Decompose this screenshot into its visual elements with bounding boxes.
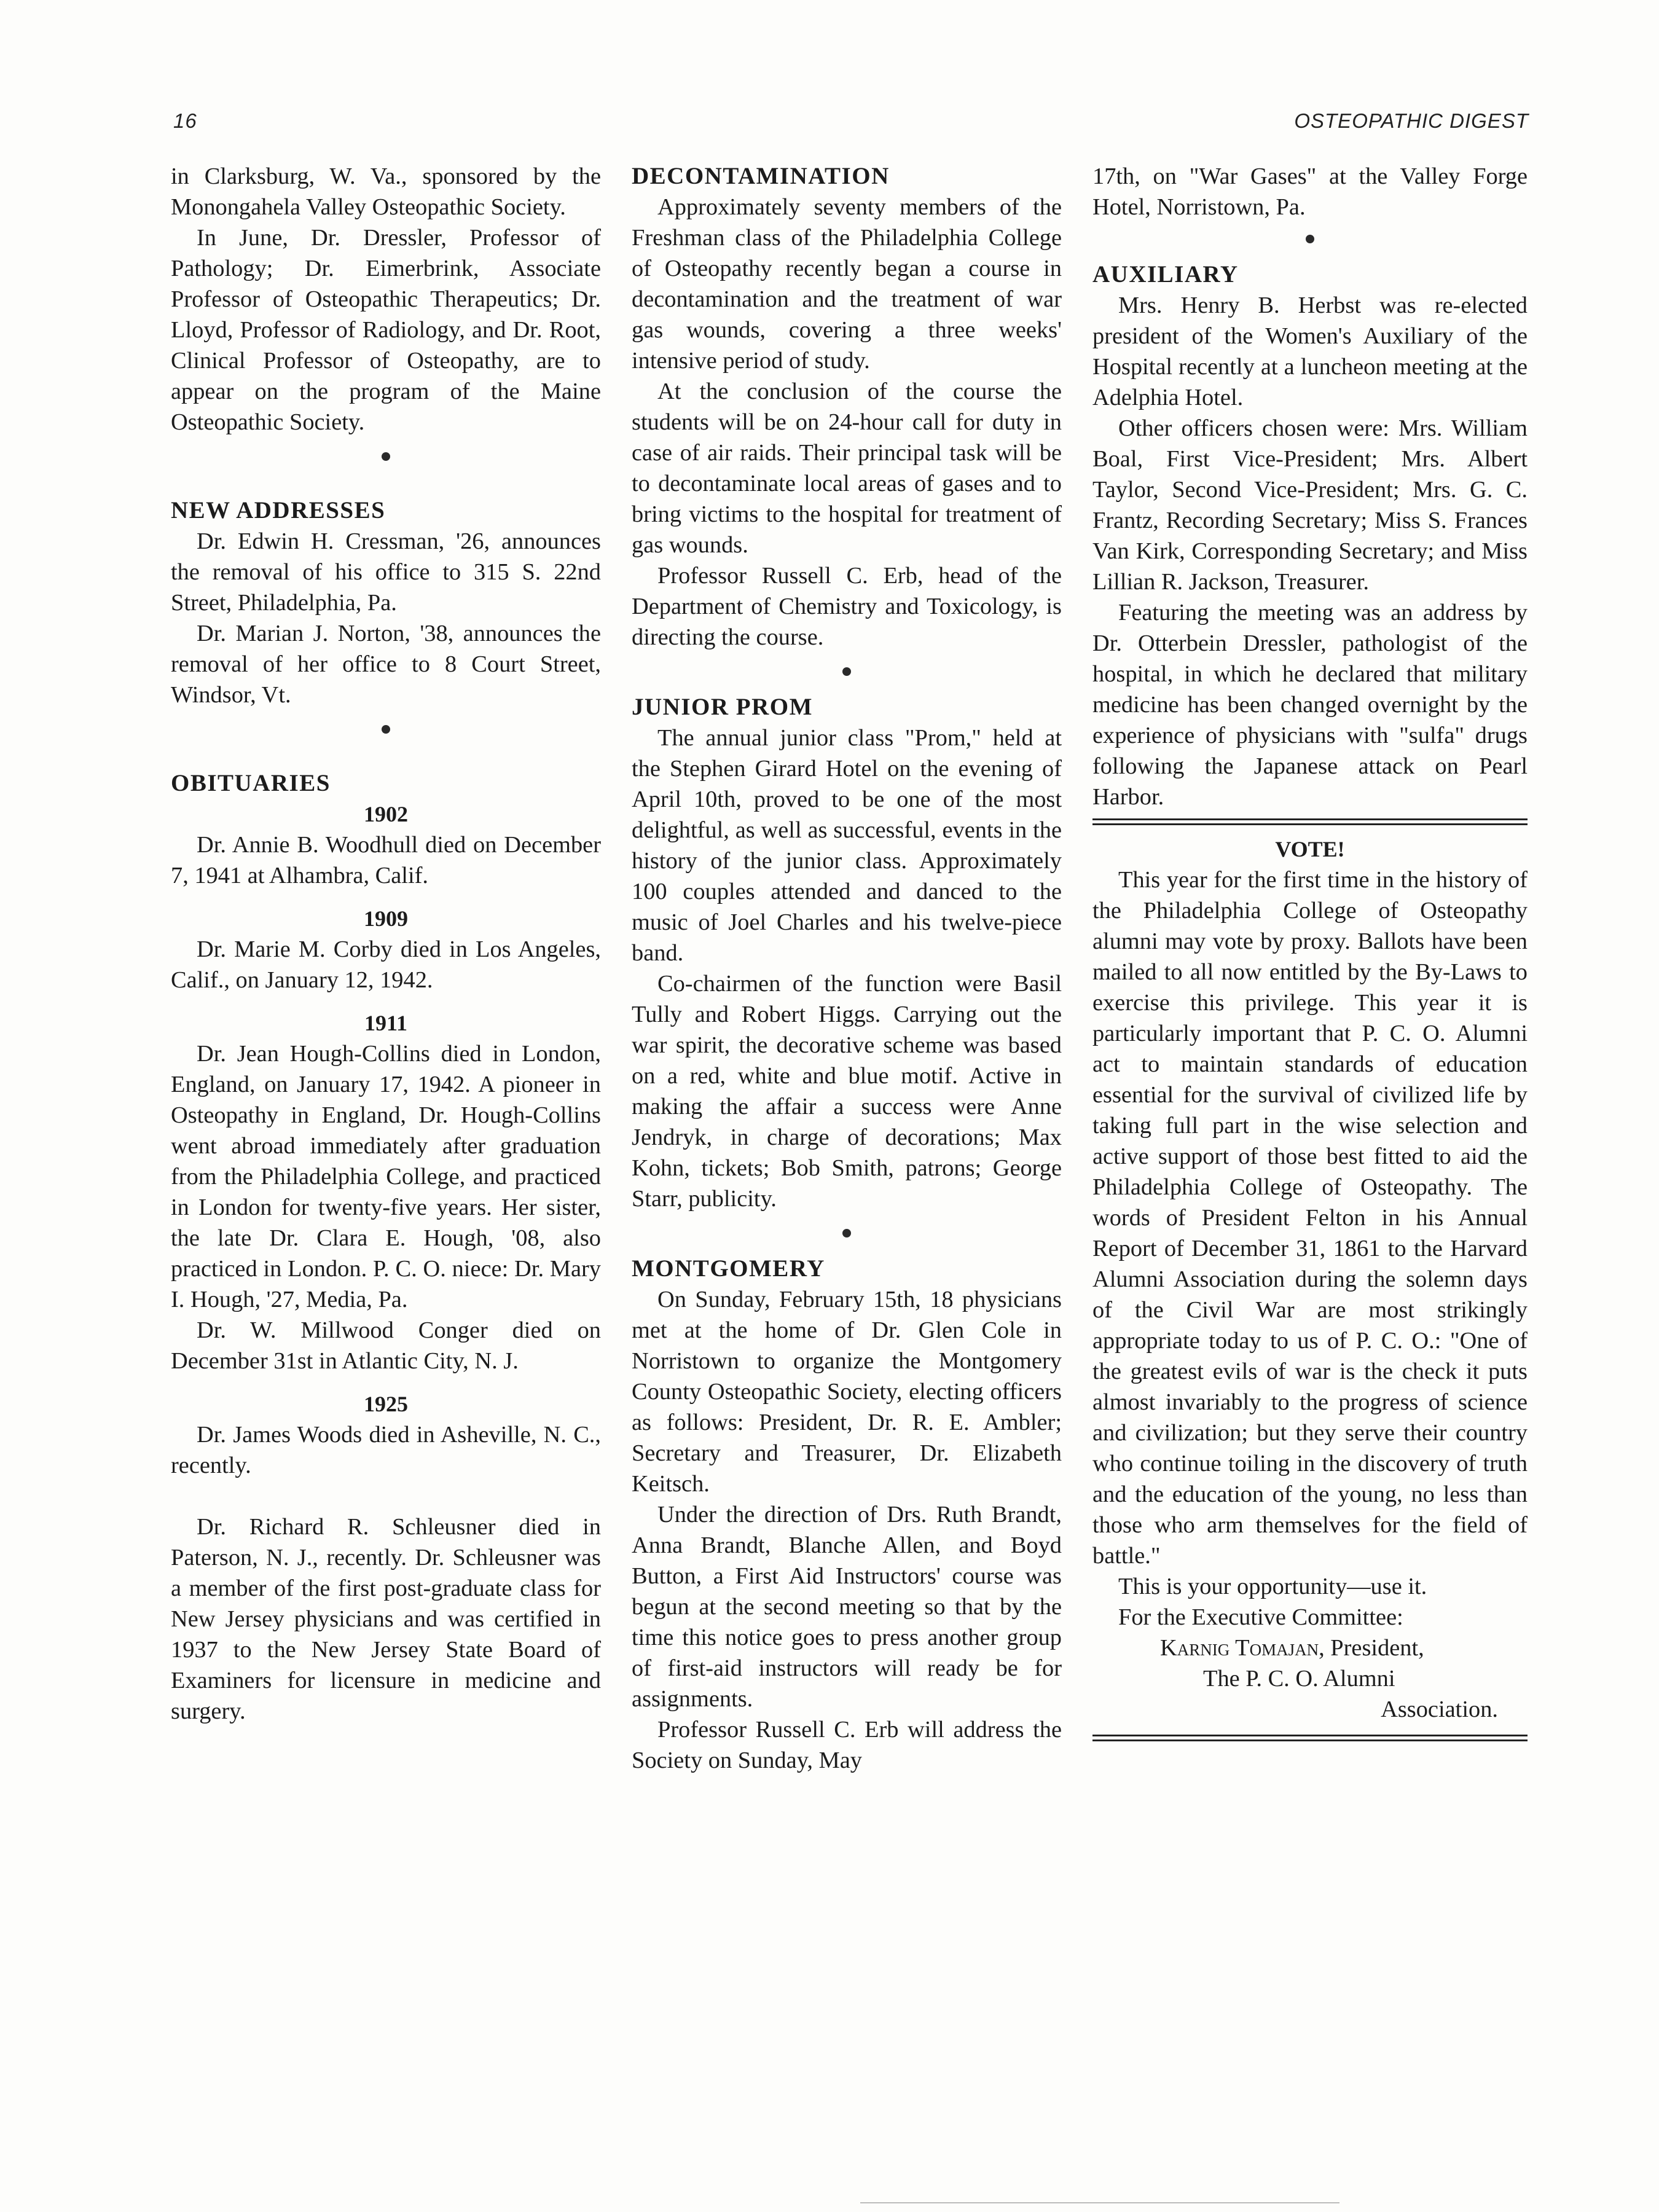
paragraph: Dr. James Woods died in Asheville, N. C., recently. [171,1422,601,1478]
paragraph: On Sunday, February 15th, 18 physicians met at the home of Dr. Glen Cole in Norristown to organize the Montgomery County Osteopathic Society, electing officers as follows: President, Dr. R. E. Ambler; Secretary and Treasurer, Dr. Elizabeth Keitsch. [632,1287,1062,1497]
paragraph: Approximately seventy members of the Freshman class of the Philadelphia College of Osteopathy recently began a course in decontamination and the treatment of war gas wounds, covering a three weeks' intensive period of study. [632,194,1062,374]
year-heading: 1925 [364,1392,408,1416]
section-bullet-icon [382,725,390,734]
paragraph: This is your opportunity—use it. [1118,1574,1427,1599]
paragraph: This year for the first time in the history of the Philadelphia College of Osteopathy alumni may vote by proxy. Ballots have been mailed to all now entitled by the By-Laws to exercise this privilege. This year it is particularly important that P. C. O. Alumni act to maintain standards of education essential for the survival of civilized life by taking full part in the wise selection and active support of those best fitted to aid the Philadelphia College of Osteopathy. The words of President Felton in his Annual Report of December 31, 1861 to the Harvard Alumni Association during the solemn days of the Civil War are most strikingly appropriate today to us of P. C. O.: "One of the greatest evils of war is the check it puts almost invariably to the progress of science and civilization; but they serve their country who continue toiling in the discovery of truth and the education of the young, no less than those who arm themselves for the field of battle." [1092,867,1528,1569]
paragraph: in Clarksburg, W. Va., sponsored by the Monongahela Valley Osteopathic Society. [171,163,601,220]
column-2 [632,161,1062,1776]
paragraph: 17th, on "War Gases" at the Valley Forge Hotel, Norristown, Pa. [1092,163,1528,220]
section-bullet-icon [382,452,390,461]
section-bullet-icon [842,1229,851,1237]
year-heading: 1902 [364,802,408,826]
paragraph: Dr. Jean Hough-Collins died in London, England, on January 17, 1942. A pioneer in Osteopathy in England, Dr. Hough-Collins went abroad immediately after graduation from the Philadelphia College, and practiced in London for twenty-five years. Her sister, the late Dr. Clara E. Hough, '08, also practiced in London. P. C. O. niece: Dr. Mary I. Hough, '27, Media, Pa. [171,1041,601,1312]
paragraph: Professor Russell C. Erb will address the Society on Sunday, May [632,1717,1062,1773]
paragraph: At the conclusion of the course the students will be on 24-hour call for duty in case of air raids. Their principal task will be to decontaminate local areas of gases and to bring victims to the hospital for treatment of gas wounds. [632,378,1062,558]
section-heading-decontamination: DECONTAMINATION [632,163,890,189]
paragraph: The annual junior class "Prom," held at the Stephen Girard Hotel on the evening of April 10th, proved to be one of the most delightful, as well as successful, events in the history of the junior class. Approximately 100 couples attended and danced to the music of Joel Charles and his twelve-piece band. [632,725,1062,966]
double-rule-divider [1092,1735,1528,1741]
paragraph: Dr. Edwin H. Cressman, '26, announces the removal of his office to 315 S. 22nd Street, Philadelphia, Pa. [171,528,601,616]
paragraph: Dr. W. Millwood Conger died on December 31st in Atlantic City, N. J. [171,1317,601,1374]
paragraph: Professor Russell C. Erb, head of the Department of Chemistry and Toxicology, is directing the course. [632,563,1062,650]
year-heading: 1911 [364,1011,407,1035]
running-header: OSTEOPATHIC DIGEST [1294,109,1529,132]
section-heading-auxiliary: AUXILIARY [1092,261,1239,288]
section-heading-vote: VOTE! [1275,837,1345,861]
paragraph: Dr. Marian J. Norton, '38, announces the removal of her office to 8 Court Street, Windsor, Vt. [171,621,601,708]
column-3 [1092,161,1528,1741]
column-1 [171,161,601,1727]
paragraph: For the Executive Committee: [1118,1604,1403,1630]
section-bullet-icon [1306,235,1314,243]
paragraph: Dr. Annie B. Woodhull died on December 7, 1941 at Alhambra, Calif. [171,832,601,888]
section-heading-montgomery: MONTGOMERY [632,1255,825,1282]
section-heading-new-addresses: NEW ADDRESSES [171,497,386,524]
signature-name: Karnig Tomajan [1160,1635,1319,1661]
paragraph: Dr. Richard R. Schleusner died in Paterson, N. J., recently. Dr. Schleusner was a member of the first post-graduate class for New Jersey physicians and was certified in 1937 to the New Jersey State Board of Examiners for licensure in medicine and surgery. [171,1514,601,1724]
section-bullet-icon [842,667,851,676]
section-heading-junior-prom: JUNIOR PROM [632,694,813,720]
page-number: 16 [173,109,197,132]
year-heading: 1909 [364,906,408,931]
section-heading-obituaries: OBITUARIES [171,770,331,796]
paragraph: Other officers chosen were: Mrs. William Boal, First Vice-President; Mrs. Albert Taylor, Second Vice-President; Mrs. G. C. Frantz, Recording Secretary; Miss S. Frances Van Kirk, Corresponding Secretary; and Miss Lillian R. Jackson, Treasurer. [1092,415,1528,595]
paragraph: Co-chairmen of the function were Basil Tully and Robert Higgs. Carrying out the war spirit, the decorative scheme was based on a red, white and blue motif. Active in making the affair a success were Anne Jendryk, in charge of decorations; Max Kohn, tickets; Bob Smith, patrons; George Starr, publicity. [632,971,1062,1212]
paragraph: In June, Dr. Dressler, Professor of Pathology; Dr. Eimerbrink, Associate Professor of Osteopathic Therapeutics; Dr. Lloyd, Professor of Radiology, and Dr. Root, Clinical Professor of Osteopathy, are to appear on the program of the Maine Osteopathic Society. [171,225,601,435]
paragraph: Featuring the meeting was an address by Dr. Otterbein Dressler, pathologist of the hospital, in which he declared that military medicine has been changed overnight by the experience of physicians with "sulfa" drugs following the Japanese attack on Pearl Harbor. [1092,600,1528,810]
signature-title: , President, [1319,1635,1424,1661]
signature-assoc: Association. [1381,1696,1498,1722]
scan-edge-line [860,2202,1339,2203]
signature-org: The P. C. O. Alumni [1203,1666,1395,1692]
paragraph: Under the direction of Drs. Ruth Brandt, Anna Brandt, Blanche Allen, and Boyd Button, a First Aid Instructors' course was begun at the second meeting so that by the time this notice goes to press another group of first-aid instructors will ready be for assignments. [632,1502,1062,1712]
signature-line [1092,1633,1528,1663]
paragraph: Mrs. Henry B. Herbst was re-elected president of the Women's Auxiliary of the Hospital recently at a luncheon meeting at the Adelphia Hotel. [1092,292,1528,410]
paragraph: Dr. Marie M. Corby died in Los Angeles, Calif., on January 12, 1942. [171,936,601,993]
double-rule-divider [1092,818,1528,825]
